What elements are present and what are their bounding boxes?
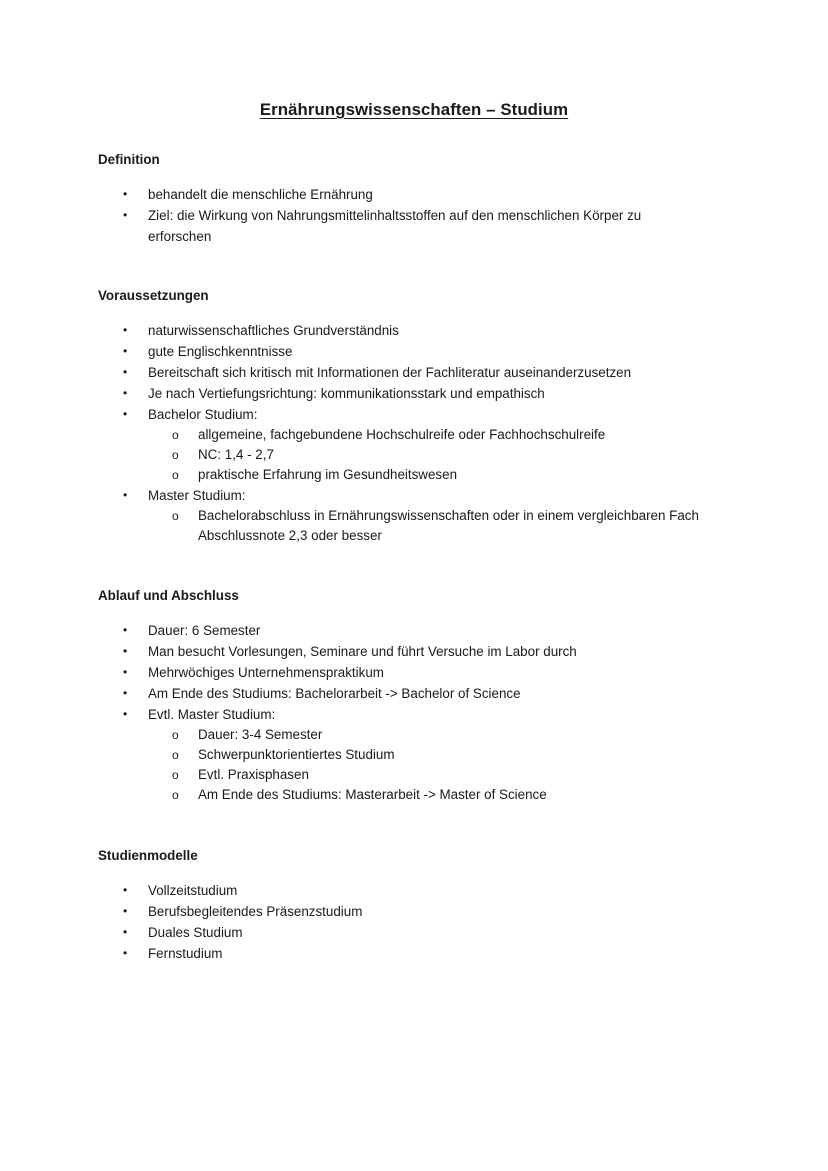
bullet-marker: • bbox=[123, 904, 128, 918]
sub-list-item-text: Schwerpunktorientiertes Studium bbox=[198, 747, 395, 762]
sub-bullet-marker: o bbox=[172, 728, 179, 742]
list-item bbox=[98, 341, 758, 362]
bullet-marker: • bbox=[123, 208, 128, 222]
sub-list-item-text-continuation: Abschlussnote 2,3 oder besser bbox=[198, 528, 382, 543]
bullet-marker: • bbox=[123, 488, 128, 502]
list-item-text: Bachelor Studium: bbox=[148, 407, 258, 422]
list-item bbox=[98, 404, 758, 485]
section-ablauf bbox=[98, 586, 758, 805]
list-item-text: Dauer: 6 Semester bbox=[148, 623, 261, 638]
list-item-text: Vollzeitstudium bbox=[148, 883, 238, 898]
sub-list-item-text: Bachelorabschluss in Ernährungswissenschaften oder in einem vergleichbaren Fach bbox=[198, 508, 699, 523]
document-title: Ernährungswissenschaften – Studium bbox=[259, 100, 569, 119]
section-voraussetzungen bbox=[98, 286, 758, 546]
list-item-text: Fernstudium bbox=[148, 946, 223, 961]
sub-list-item bbox=[148, 465, 758, 485]
list-item-text: Am Ende des Studiums: Bachelorarbeit -> Bachelor of Science bbox=[148, 686, 521, 701]
list-item-text: Man besucht Vorlesungen, Seminare und führt Versuche im Labor durch bbox=[148, 644, 577, 659]
sub-bullet-marker: o bbox=[172, 428, 179, 442]
list-item bbox=[98, 943, 758, 964]
sub-list-item bbox=[148, 765, 758, 785]
sub-list-item bbox=[148, 425, 758, 445]
list-item-text: naturwissenschaftliches Grundverständnis bbox=[148, 323, 399, 338]
list-item bbox=[98, 362, 758, 383]
bullet-marker: • bbox=[123, 946, 128, 960]
list-item-text: Mehrwöchiges Unternehmenspraktikum bbox=[148, 665, 384, 680]
definition-list bbox=[98, 184, 758, 247]
sub-bullet-marker: o bbox=[172, 509, 179, 523]
list-item-text: Evtl. Master Studium: bbox=[148, 707, 276, 722]
bullet-marker: • bbox=[123, 883, 128, 897]
bullet-marker: • bbox=[123, 925, 128, 939]
ablauf-master-sublist bbox=[148, 725, 758, 805]
bullet-marker: • bbox=[123, 407, 128, 421]
sub-bullet-marker: o bbox=[172, 468, 179, 482]
list-item-text: Master Studium: bbox=[148, 488, 246, 503]
bullet-marker: • bbox=[123, 707, 128, 721]
list-item-text: Bereitschaft sich kritisch mit Informationen der Fachliteratur auseinanderzusetzen bbox=[148, 365, 632, 380]
master-sublist bbox=[148, 506, 758, 546]
list-item bbox=[98, 184, 758, 205]
list-item bbox=[98, 205, 758, 247]
section-heading-studienmodelle: Studienmodelle bbox=[98, 848, 198, 863]
list-item bbox=[98, 662, 758, 683]
section-definition bbox=[98, 150, 758, 247]
sub-list-item-text: Dauer: 3-4 Semester bbox=[198, 727, 323, 742]
sub-list-item bbox=[148, 506, 758, 546]
list-item-text: gute Englischkenntnisse bbox=[148, 344, 293, 359]
section-studienmodelle bbox=[98, 846, 758, 964]
ablauf-list bbox=[98, 620, 758, 805]
sub-list-item-text: Am Ende des Studiums: Masterarbeit -> Master of Science bbox=[198, 787, 547, 802]
bullet-marker: • bbox=[123, 686, 128, 700]
list-item bbox=[98, 683, 758, 704]
list-item bbox=[98, 383, 758, 404]
sub-list-item-text: praktische Erfahrung im Gesundheitswesen bbox=[198, 467, 458, 482]
list-item-text: Je nach Vertiefungsrichtung: kommunikationsstark und empathisch bbox=[148, 386, 545, 401]
list-item bbox=[98, 704, 758, 805]
list-item bbox=[98, 901, 758, 922]
sub-list-item bbox=[148, 745, 758, 765]
studienmodelle-list bbox=[98, 880, 758, 964]
list-item bbox=[98, 880, 758, 901]
bullet-marker: • bbox=[123, 386, 128, 400]
bullet-marker: • bbox=[123, 365, 128, 379]
bullet-marker: • bbox=[123, 644, 128, 658]
bachelor-sublist bbox=[148, 425, 758, 485]
sub-list-item bbox=[148, 445, 758, 465]
bullet-marker: • bbox=[123, 623, 128, 637]
sub-list-item bbox=[148, 785, 758, 805]
sub-list-item-text: allgemeine, fachgebundene Hochschulreife oder Fachhochschulreife bbox=[198, 427, 606, 442]
list-item-text-continuation: erforschen bbox=[148, 229, 212, 244]
sub-list-item-text: Evtl. Praxisphasen bbox=[198, 767, 309, 782]
bullet-marker: • bbox=[123, 665, 128, 679]
section-heading-ablauf: Ablauf und Abschluss bbox=[98, 588, 239, 603]
sub-bullet-marker: o bbox=[172, 768, 179, 782]
list-item-text: behandelt die menschliche Ernährung bbox=[148, 187, 373, 202]
sub-bullet-marker: o bbox=[172, 448, 179, 462]
section-heading-voraussetzungen: Voraussetzungen bbox=[98, 288, 209, 303]
list-item bbox=[98, 641, 758, 662]
sub-list-item bbox=[148, 725, 758, 745]
list-item-text: Berufsbegleitendes Präsenzstudium bbox=[148, 904, 363, 919]
list-item bbox=[98, 620, 758, 641]
voraussetzungen-list bbox=[98, 320, 758, 546]
section-heading-definition: Definition bbox=[98, 152, 160, 167]
list-item bbox=[98, 922, 758, 943]
bullet-marker: • bbox=[123, 187, 128, 201]
bullet-marker: • bbox=[123, 323, 128, 337]
list-item bbox=[98, 485, 758, 546]
list-item-text: Duales Studium bbox=[148, 925, 243, 940]
sub-bullet-marker: o bbox=[172, 748, 179, 762]
bullet-marker: • bbox=[123, 344, 128, 358]
sub-bullet-marker: o bbox=[172, 788, 179, 802]
sub-list-item-text: NC: 1,4 - 2,7 bbox=[198, 447, 274, 462]
list-item-text: Ziel: die Wirkung von Nahrungsmittelinhaltsstoffen auf den menschlichen Körper zu bbox=[148, 208, 642, 223]
list-item bbox=[98, 320, 758, 341]
